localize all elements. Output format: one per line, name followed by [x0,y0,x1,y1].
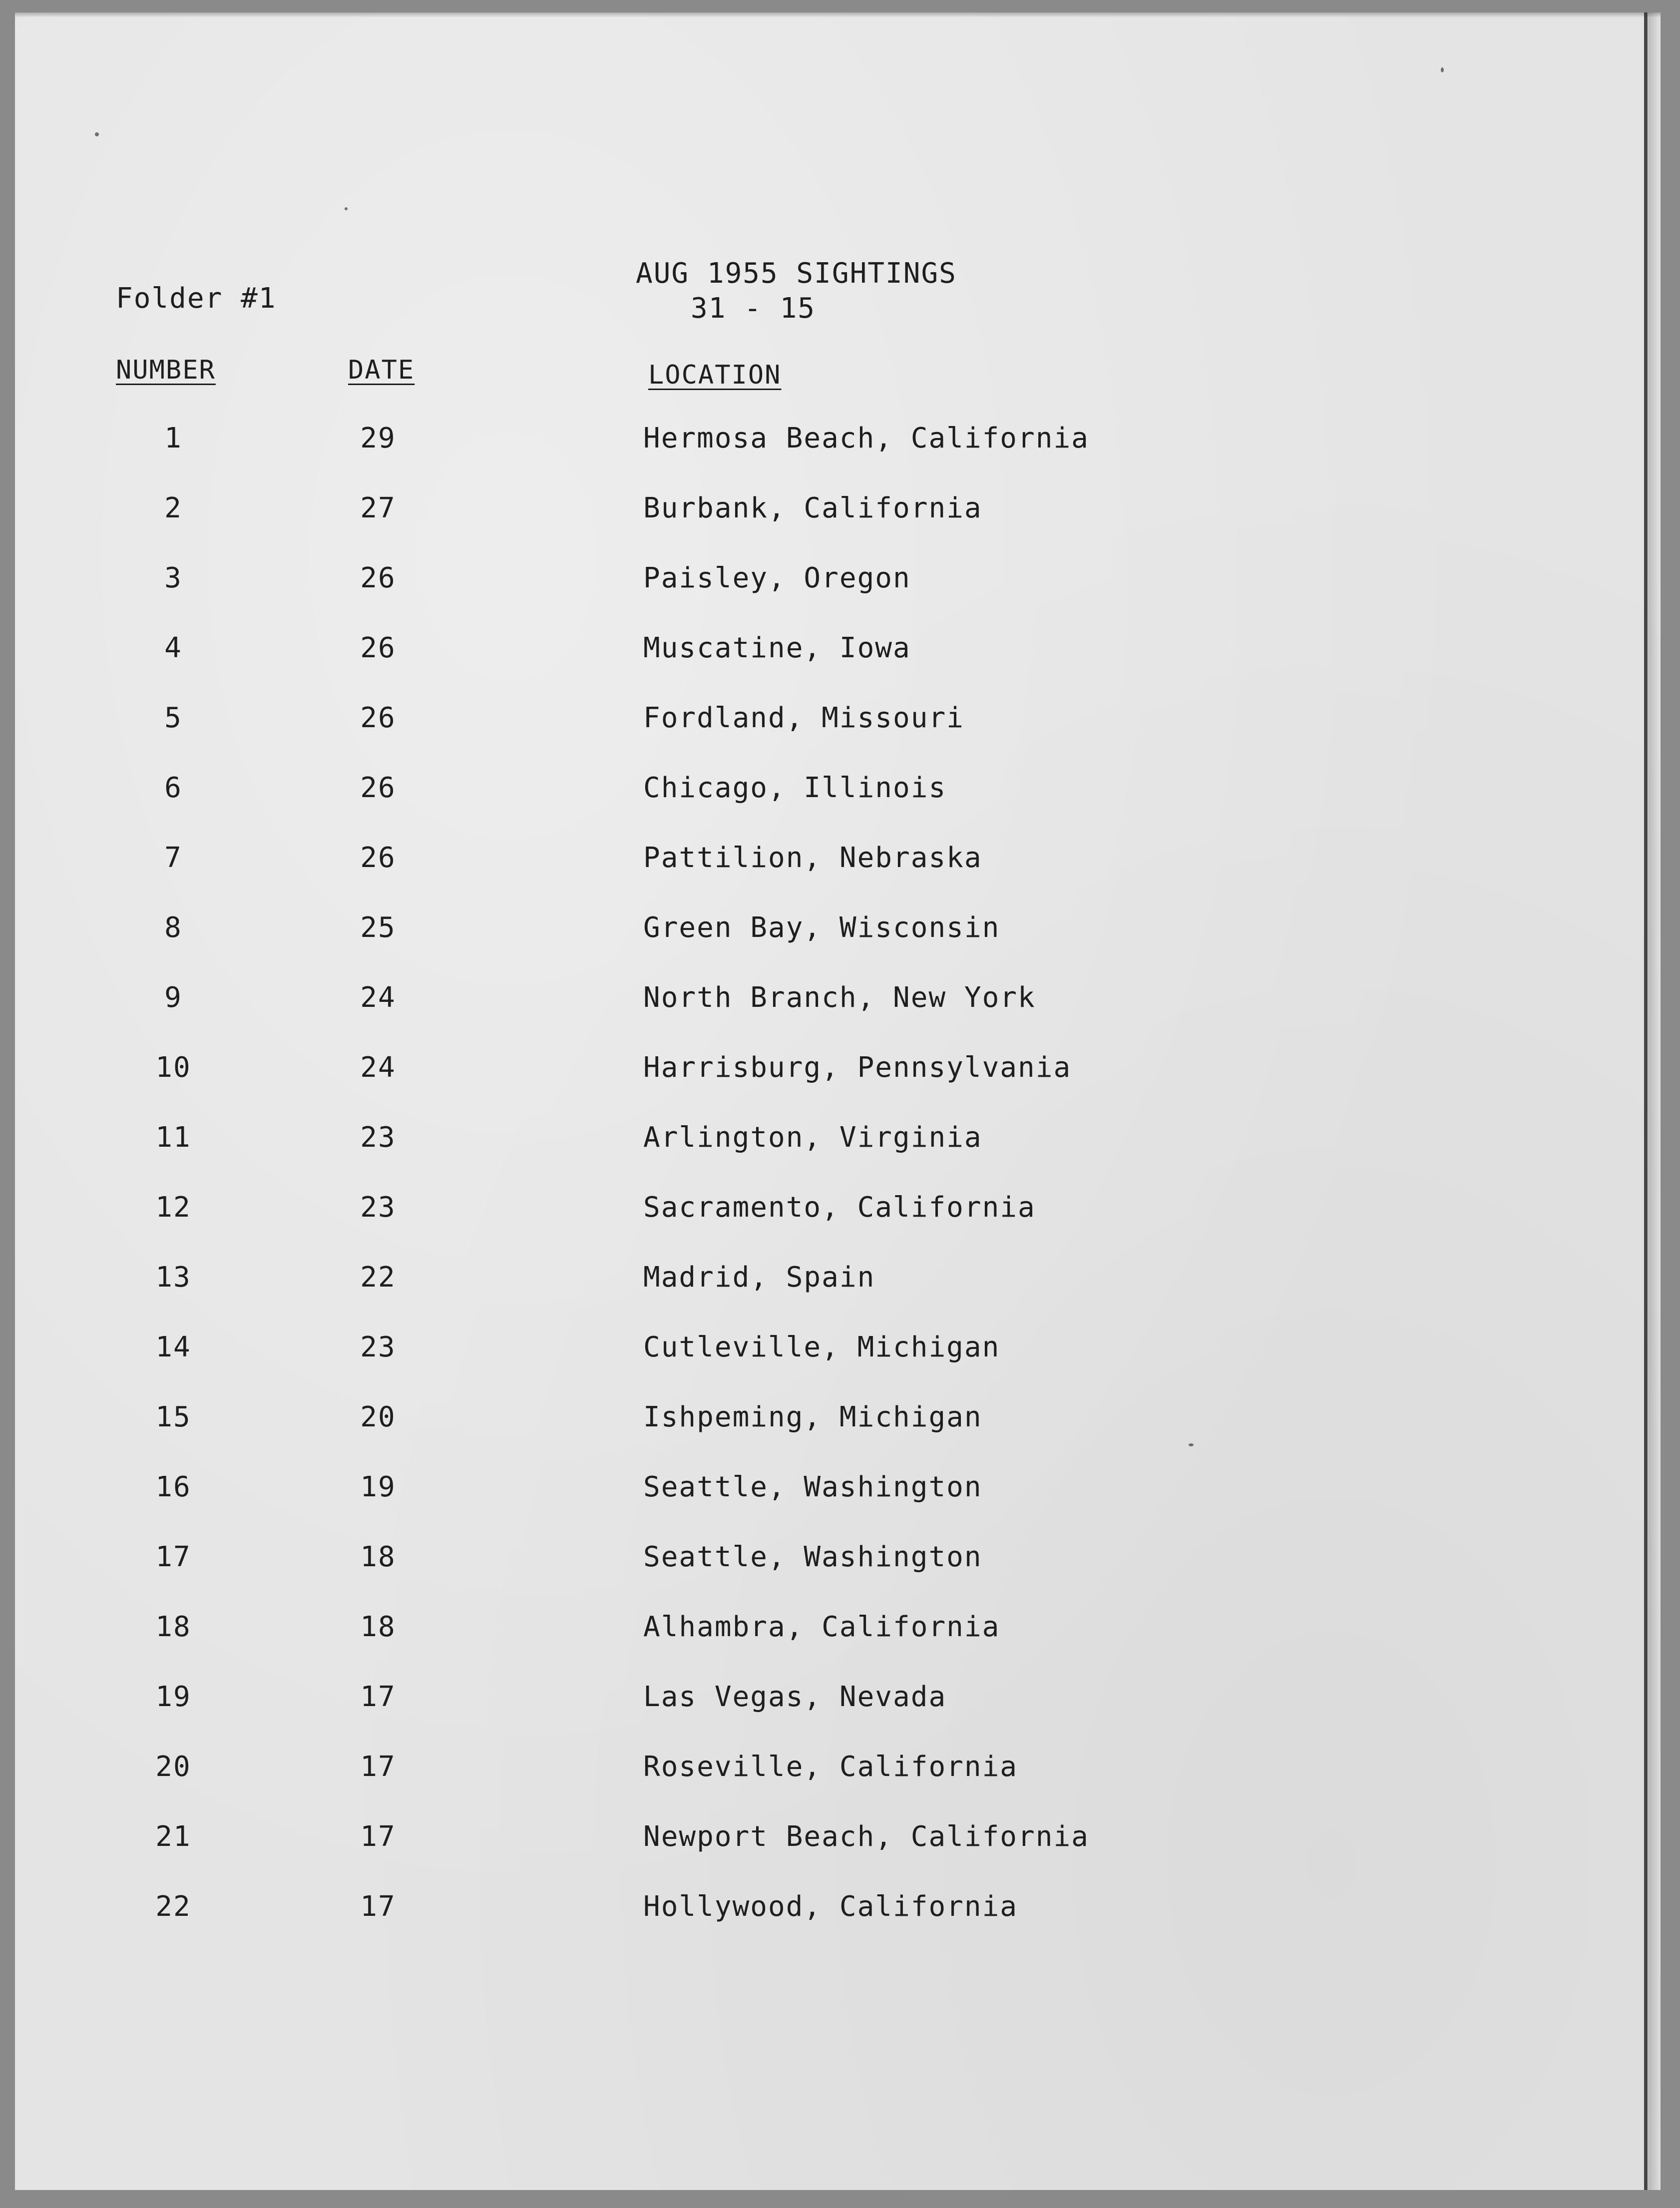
row-date: 24 [360,1051,396,1084]
table-row [15,1753,1661,1823]
row-date: 23 [360,1121,396,1154]
row-date: 26 [360,562,396,594]
table-row [15,774,1661,844]
table-row [15,981,1661,1054]
scan-top-shadow [15,12,1661,17]
row-date: 24 [360,981,396,1014]
row-location: Madrid, Spain [643,1261,875,1294]
document-page [15,12,1661,2190]
table-row [15,1613,1661,1683]
table-row [15,1191,1661,1264]
row-location: Pattilion, Nebraska [643,842,982,874]
table-row [15,494,1661,564]
row-location: Burbank, California [643,492,982,524]
row-date: 17 [360,1751,396,1783]
row-number: 14 [155,1331,191,1363]
table-row [15,564,1661,634]
row-date: 25 [360,911,396,944]
row-location: Hollywood, California [643,1890,1018,1923]
column-header-number: NUMBER [116,355,216,385]
row-date: 17 [360,1681,396,1713]
row-date: 26 [360,842,396,874]
row-location: Ishpeming, Michigan [643,1401,982,1433]
column-header-location: LOCATION [648,360,782,390]
table-row [15,1820,1661,1893]
table-row [15,1683,1661,1753]
row-location: Green Bay, Wisconsin [643,911,1000,944]
table-row [15,1543,1661,1613]
row-number: 6 [164,772,182,804]
document-title: AUG 1955 SIGHTINGS [636,257,957,290]
row-location: Muscatine, Iowa [643,632,911,664]
row-number: 1 [164,422,182,454]
row-location: Seattle, Washington [643,1541,982,1573]
row-date: 26 [360,772,396,804]
row-number: 19 [155,1681,191,1713]
row-number: 8 [164,911,182,944]
sightings-table [15,422,1661,1963]
row-number: 22 [155,1890,191,1923]
row-number: 13 [155,1261,191,1294]
row-date: 17 [360,1890,396,1923]
row-date: 22 [360,1261,396,1294]
row-location: Paisley, Oregon [643,562,911,594]
column-header-date: DATE [348,355,415,385]
row-number: 16 [155,1471,191,1503]
row-number: 12 [155,1191,191,1224]
row-date: 26 [360,632,396,664]
scan-speck [345,207,348,210]
row-date: 18 [360,1611,396,1643]
row-number: 4 [164,632,182,664]
table-row [15,844,1661,914]
scan-speck [1441,67,1444,72]
table-row [15,1121,1661,1194]
date-range: 31 - 15 [691,292,816,325]
table-row [15,422,1661,494]
row-location: Cutleville, Michigan [643,1331,1000,1363]
table-row [15,1403,1661,1473]
table-row [15,1051,1661,1124]
row-number: 11 [155,1121,191,1154]
row-date: 23 [360,1191,396,1224]
row-number: 10 [155,1051,191,1084]
folder-label: Folder #1 [116,282,277,315]
row-date: 23 [360,1331,396,1363]
row-number: 9 [164,981,182,1014]
row-location: Sacramento, California [643,1191,1036,1224]
row-number: 18 [155,1611,191,1643]
row-date: 27 [360,492,396,524]
row-location: Chicago, Illinois [643,772,947,804]
row-number: 20 [155,1751,191,1783]
table-row [15,1890,1661,1963]
table-row [15,1333,1661,1403]
row-location: Seattle, Washington [643,1471,982,1503]
row-location: Roseville, California [643,1751,1018,1783]
row-date: 20 [360,1401,396,1433]
row-date: 18 [360,1541,396,1573]
table-row [15,634,1661,704]
row-date: 26 [360,702,396,734]
table-row [15,704,1661,774]
table-row [15,911,1661,984]
row-location: Harrisburg, Pennsylvania [643,1051,1072,1084]
row-date: 17 [360,1820,396,1853]
row-date: 29 [360,422,396,454]
row-location: North Branch, New York [643,981,1036,1014]
row-location: Las Vegas, Nevada [643,1681,947,1713]
row-location: Alhambra, California [643,1611,1000,1643]
table-row [15,1473,1661,1543]
row-number: 17 [155,1541,191,1573]
table-row [15,1261,1661,1333]
row-number: 21 [155,1820,191,1853]
row-number: 2 [164,492,182,524]
row-number: 3 [164,562,182,594]
row-date: 19 [360,1471,396,1503]
row-location: Arlington, Virginia [643,1121,982,1154]
row-location: Fordland, Missouri [643,702,964,734]
row-number: 15 [155,1401,191,1433]
row-number: 7 [164,842,182,874]
row-location: Hermosa Beach, California [643,422,1089,454]
row-location: Newport Beach, California [643,1820,1089,1853]
row-number: 5 [164,702,182,734]
scan-speck [95,132,99,136]
